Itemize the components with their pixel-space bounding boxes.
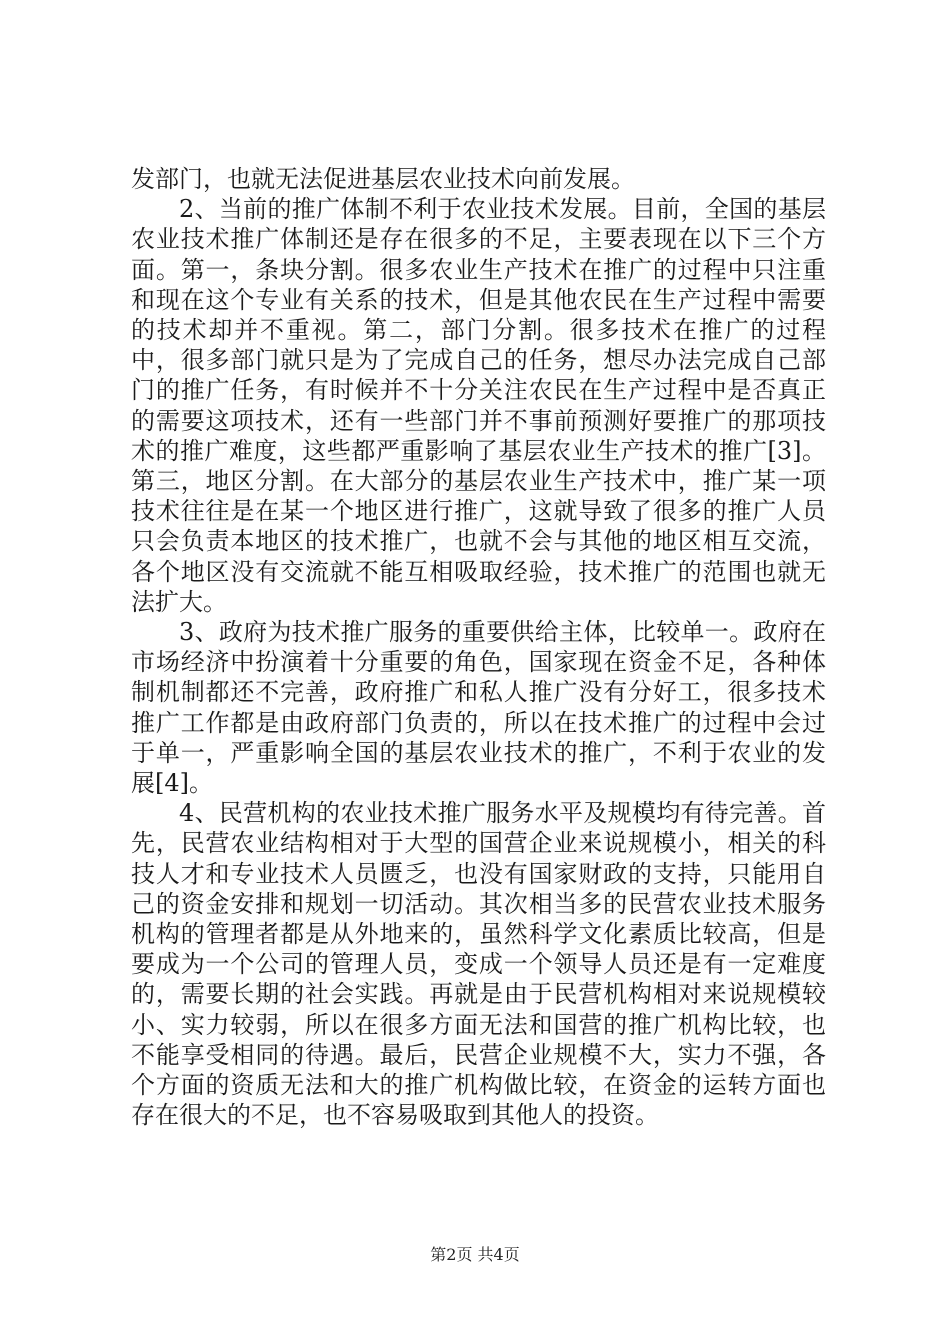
paragraph-continuation: 发部门，也就无法促进基层农业技术向前发展。 xyxy=(131,165,635,193)
document-body xyxy=(131,164,826,1131)
paragraph-item-2: 2、当前的推广体制不利于农业技术发展。目前，全国的基层农业技术推广体制还是存在很多的不足，主要表现在以下三个方面。第一，条块分割。很多农业生产技术在推广的过程中只注重和现在这个专业有关系的技术，但是其他农民在生产过程中需要的技术却并不重视。第二，部门分割。很多技术在推广的过程中，很多部门就只是为了完成自己的任务，想尽办法完成自己部门的推广任务，有时候并不十分关注农民在生产过程中是否真正的需要这项技术，还有一些部门并不事前预测好要推广的那项技术的推广难度，这些都严重影响了基层农业生产技术的推广[3]。第三，地区分割。在大部分的基层农业生产技术中，推广某一项技术往往是在某一个地区进行推广，这就导致了很多的推广人员只会负责本地区的技术推广，也就不会与其他的地区相互交流，各个地区没有交流就不能互相吸取经验，技术推广的范围也就无法扩大。 xyxy=(131,195,826,616)
paragraph-item-3: 3、政府为技术推广服务的重要供给主体，比较单一。政府在市场经济中扮演着十分重要的角色，国家现在资金不足，各种体制机制都还不完善，政府推广和私人推广没有分好工，很多技术推广工作都是由政府部门负责的，所以在技术推广的过程中会过于单一，严重影响全国的基层农业技术的推广，不利于农业的发展[4]。 xyxy=(131,618,826,798)
paragraph-item-4: 4、民营机构的农业技术推广服务水平及规模均有待完善。首先，民营农业结构相对于大型的国营企业来说规模小，相关的科技人才和专业技术人员匮乏，也没有国家财政的支持，只能用自己的资金安排和规划一切活动。其次相当多的民营农业技术服务机构的管理者都是从外地来的，虽然科学文化素质比较高，但是要成为一个公司的管理人员，变成一个领导人员还是有一定难度的，需要长期的社会实践。再就是由于民营机构相对来说规模较小、实力较弱，所以在很多方面无法和国营的推广机构比较，也不能享受相同的待遇。最后，民营企业规模不大，实力不强，各个方面的资质无法和大的推广机构做比较，在资金的运转方面也存在很大的不足，也不容易吸取到其他人的投资。 xyxy=(131,799,826,1130)
page-number-footer: 第2页 共4页 xyxy=(430,1245,520,1264)
